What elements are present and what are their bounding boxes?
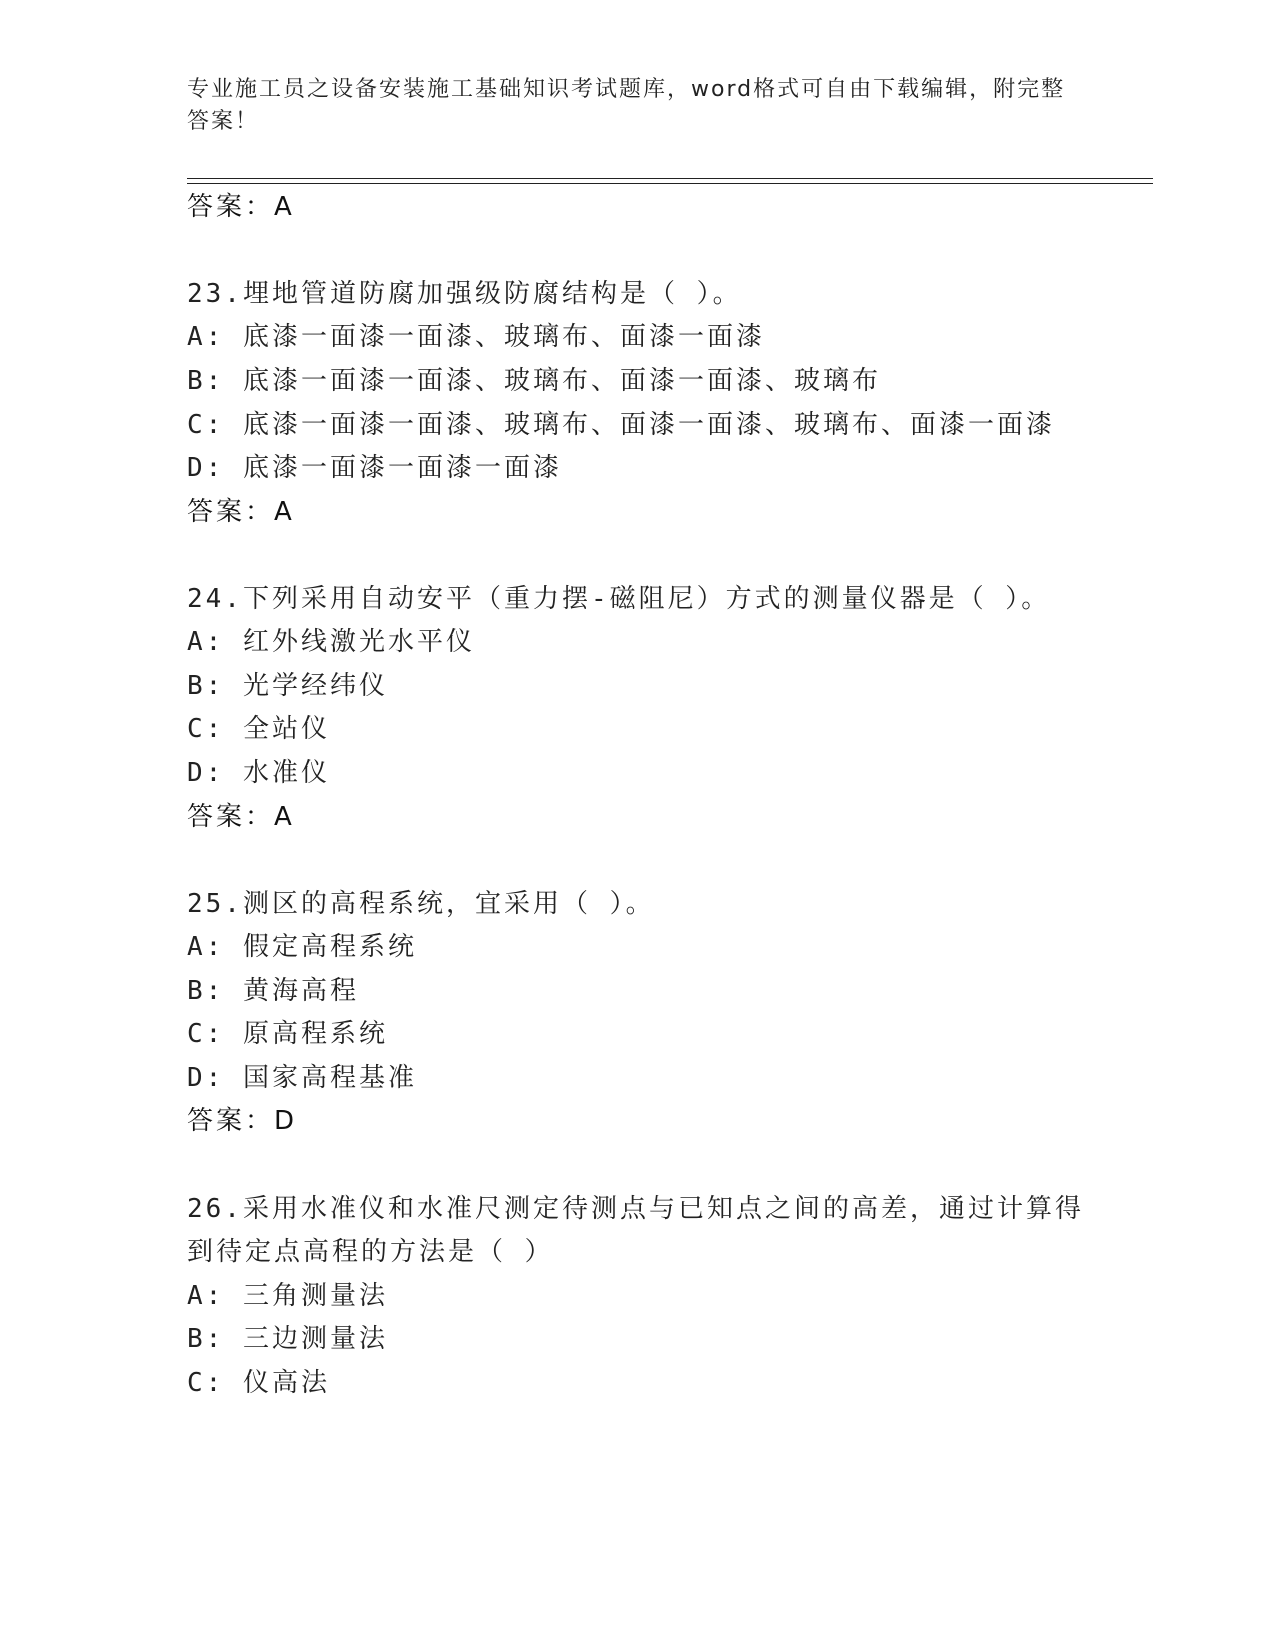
- question-25-option-a: A: 假定高程系统: [187, 932, 417, 962]
- question-26-option-c: C: 仪高法: [187, 1368, 330, 1398]
- answer-prev: 答案：A: [187, 192, 295, 222]
- question-26-option-a: A: 三角测量法: [187, 1281, 388, 1311]
- question-23-option-d: D: 底漆一面漆一面漆一面漆: [187, 453, 562, 483]
- question-24-option-a: A: 红外线激光水平仪: [187, 627, 475, 657]
- question-25-option-b: B: 黄海高程: [187, 976, 359, 1006]
- question-23-option-a: A: 底漆一面漆一面漆、玻璃布、面漆一面漆: [187, 322, 765, 352]
- header-divider-top: [187, 178, 1153, 179]
- question-23-stem: 23.埋地管道防腐加强级防腐结构是（ ）。: [187, 279, 742, 309]
- question-24-answer: 答案：A: [187, 802, 295, 832]
- question-25-stem: 25.测区的高程系统，宜采用（ ）。: [187, 889, 655, 919]
- question-26-stem-line-1: 26.采用水准仪和水准尺测定待测点与已知点之间的高差，通过计算得: [187, 1194, 1084, 1224]
- question-24-option-c: C: 全站仪: [187, 714, 330, 744]
- document-header: 专业施工员之设备安装施工基础知识考试题库，word格式可自由下载编辑，附完整答案！: [187, 77, 1066, 134]
- question-26-option-b: B: 三边测量法: [187, 1324, 388, 1354]
- question-25-option-c: C: 原高程系统: [187, 1019, 388, 1049]
- header-divider-bottom: [187, 183, 1153, 184]
- question-26-stem-line-2: 到待定点高程的方法是（ ）: [187, 1237, 554, 1267]
- question-23-option-c: C: 底漆一面漆一面漆、玻璃布、面漆一面漆、玻璃布、面漆一面漆: [187, 410, 1055, 440]
- question-25-option-d: D: 国家高程基准: [187, 1063, 417, 1093]
- question-23-option-b: B: 底漆一面漆一面漆、玻璃布、面漆一面漆、玻璃布: [187, 366, 881, 396]
- question-25-answer: 答案：D: [187, 1106, 298, 1136]
- question-24-option-d: D: 水准仪: [187, 758, 330, 788]
- question-24-stem: 24.下列采用自动安平（重力摆-磁阻尼）方式的测量仪器是（ ）。: [187, 584, 1051, 614]
- question-24-option-b: B: 光学经纬仪: [187, 671, 388, 701]
- question-23-answer: 答案：A: [187, 497, 295, 527]
